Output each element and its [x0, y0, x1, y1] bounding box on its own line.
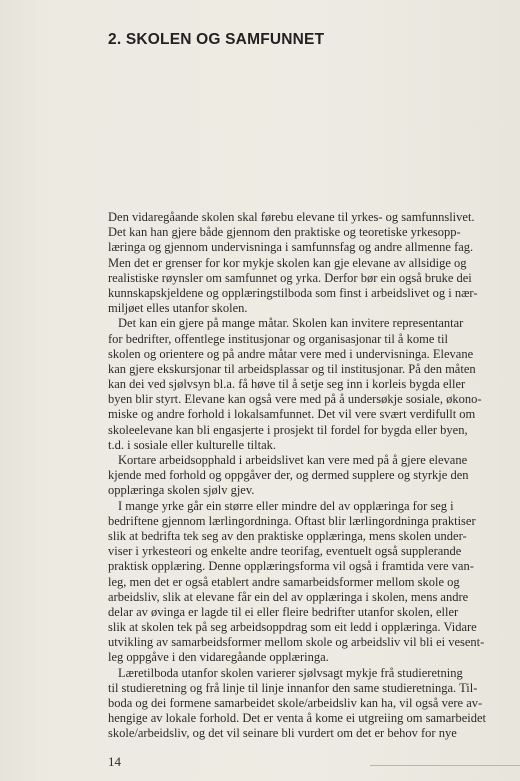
paragraph — [108, 666, 512, 742]
text-line: delar av øvinga er lagde til ei eller fleire bedrifter utanfor skolen, eller — [108, 604, 459, 619]
text-line: for bedrifter, offentlege institusjonar og organisasjonar til å kome til — [108, 331, 448, 346]
paragraph — [108, 316, 512, 453]
text-line: byen blir styrt. Elevane kan også vere med på å undersøkje sosiale, økono- — [108, 392, 482, 407]
text-line: Det kan ein gjere på mange måtar. Skolen kan invitere representantar — [118, 316, 464, 331]
page-corner-line — [370, 765, 520, 766]
text-line: miljøet elles utanfor skolen. — [108, 301, 248, 316]
text-line: slik at skolen tek på seg arbeidsoppdrag som eit ledd i opplæringa. Vidare — [108, 620, 477, 635]
text-line: Læretilboda utanfor skolen varierer sjølvsagt mykje frå studieretning — [118, 665, 463, 680]
text-line: praktisk opplæring. Denne opplæringsforma vil også i framtida vere van- — [108, 559, 474, 574]
text-line: kunnskapskjeldene og opplæringstilboda som finst i arbeidslivet og i nær- — [108, 285, 478, 300]
chapter-title: 2. SKOLEN OG SAMFUNNET — [108, 31, 325, 48]
text-line: skolen og orientere og på andre måtar vere med i undervisninga. Elevane — [108, 346, 474, 361]
text-line: kan dei ved sjølvsyn bl.a. få høve til å setje seg inn i korleis bygda eller — [108, 377, 466, 392]
text-line: læringa og gjennom undervisninga i samfunnsfag og andre allmenne fag. — [108, 240, 474, 255]
text-line: t.d. i sosiale eller kulturelle tiltak. — [108, 437, 277, 452]
text-line: skole/arbeidsliv, og det vil seinare bli vurdert om det er behov for nye — [108, 726, 457, 741]
text-line: til studieretning og frå linje til linje innanfor den same studieretninga. Til- — [108, 680, 478, 695]
paragraph — [108, 499, 512, 666]
text-line: kjende med forhold og oppgåver der, og dermed supplere og styrkje den — [108, 468, 469, 483]
text-line: slik at bedrifta tek seg av den praktiske opplæringa, mens skolen under- — [108, 528, 467, 543]
text-line: arbeidsliv, slik at elevane får ein del av opplæringa i skolen, mens andre — [108, 589, 469, 604]
page-number: 14 — [108, 754, 121, 769]
text-line: utvikling av samarbeidsformer mellom skole og arbeidsliv vil bli ei vesent- — [108, 635, 485, 650]
text-line: Den vidaregåande skolen skal førebu elevane til yrkes- og samfunnslivet. — [108, 210, 475, 224]
text-line: kan gjere ekskursjonar til arbeidsplassar og til institusjonar. På den måten — [108, 361, 476, 376]
paragraph — [108, 453, 512, 499]
text-line: boda og dei formene samarbeidet skole/arbeidsliv kan ha, vil også vere av- — [108, 696, 483, 710]
text-line: I mange yrke går ein større eller mindre del av opplæringa for seg i — [118, 498, 454, 513]
text-line: hengige av lokale forhold. Det er venta å kome ei utgreiing om samarbeidet — [108, 711, 486, 726]
text-line: realistiske røynsler om samfunnet og yrka. Derfor bør ein også bruke dei — [108, 270, 472, 285]
text-line: Men det er grenser for kor mykje skolen kan gje elevane av allsidige og — [108, 255, 467, 270]
text-line: viser i yrkesteori og enkelte andre teorifag, eventuelt også supplerande — [108, 544, 462, 559]
body-text — [108, 210, 512, 742]
text-line: opplæringa skolen sjølv gjev. — [108, 483, 255, 498]
text-line: skoleelevane kan bli engasjerte i prosjekt til fordel for bygda eller byen, — [108, 422, 468, 437]
text-line: leg oppgåve i den vidaregåande opplæringa. — [108, 650, 329, 665]
text-line: miske og andre forhold i lokalsamfunnet. Det vil vere svært verdifullt om — [108, 407, 476, 422]
text-line: Kortare arbeidsopphald i arbeidslivet kan vere med på å gjere elevane — [118, 453, 468, 467]
text-line: bedriftene gjennom lærlingordninga. Oftast blir lærlingordninga praktiser — [108, 513, 476, 528]
text-line: leg, men det er også etablert andre samarbeidsformer mellom skole og — [108, 574, 460, 589]
text-line: Det kan han gjere både gjennom den praktiske og teoretiske yrkesopp- — [108, 225, 461, 240]
paragraph — [108, 210, 512, 316]
